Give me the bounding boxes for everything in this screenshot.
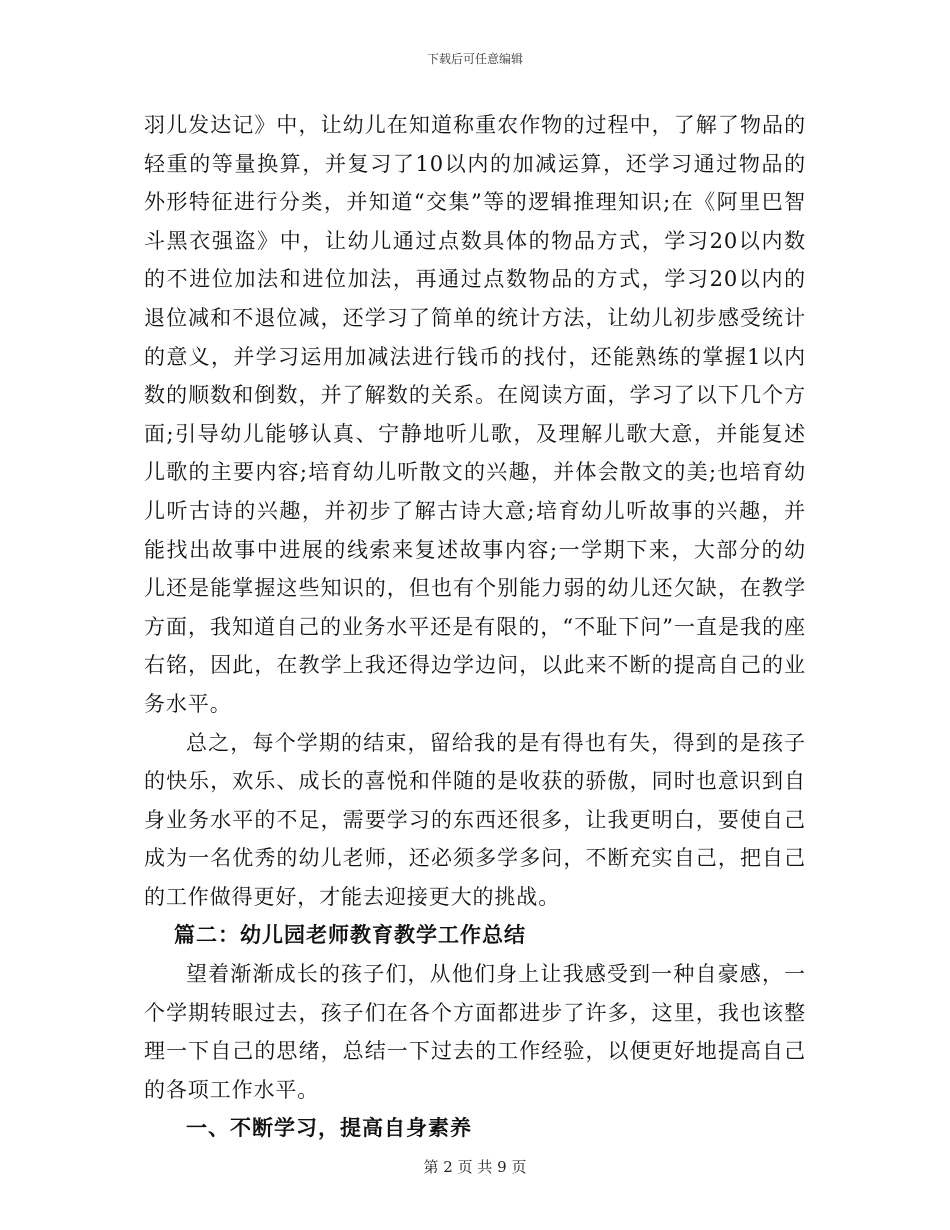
page-footer: 第 2 页 共 9 页 xyxy=(423,1158,527,1176)
page-header: 下载后可任意编辑 xyxy=(426,52,523,66)
subheading-continuous-learning: 一、不断学习，提高自身素养 xyxy=(186,1116,472,1141)
document-body xyxy=(144,106,806,1148)
paragraph-conclusion: 总之，每个学期的结束，留给我的是有得也有失，得到的是孩子的快乐，欢乐、成长的喜悦和伴随的是收获的骄傲，同时也意识到自身业务水平的不足，需要学习的东西还很多，让我更明白，要使自己成为一名优秀的幼儿老师，还必须多学多问，不断充实自己，把自己的工作做得更好，才能去迎接更大的挑战。 xyxy=(144,730,806,909)
paragraph-intro: 望着渐渐成长的孩子们，从他们身上让我感受到一种自豪感，一个学期转眼过去，孩子们在各个方面都进步了许多，这里，我也该整理一下自己的思绪，总结一下过去的工作经验，以便更好地提高自己的各项工作水平。 xyxy=(144,962,806,1102)
paragraph-arithmetic-reading: 羽儿发达记》中，让幼儿在知道称重农作物的过程中，了解了物品的轻重的等量换算，并复习了10以内的加减运算，还学习通过物品的外形特征进行分类，并知道“交集”等的逻辑推理知识;在《阿里巴智斗黑衣强盗》中，让幼儿通过点数具体的物品方式，学习20以内数的不进位加法和进位加法，再通过点数物品的方式，学习20以内的退位减和不退位减，还学习了简单的统计方法，让幼儿初步感受统计的意义，并学习运用加减法进行钱币的找付，还能熟练的掌握1以内数的顺数和倒数，并了解数的关系。在阅读方面，学习了以下几个方面;引导幼儿能够认真、宁静地听儿歌，及理解儿歌大意，并能复述儿歌的主要内容;培育幼儿听散文的兴趣，并体会散文的美;也培育幼儿听古诗的兴趣，并初步了解古诗大意;培育幼儿听故事的兴趣，并能找出故事中进展的线索来复述故事内容;一学期下来，大部分的幼儿还是能掌握这些知识的，但也有个别能力弱的幼儿还欠缺，在教学方面，我知道自己的业务水平还是有限的，“不耻下问”一直是我的座右铭，因此，在教学上我还得边学边问，以此来不断的提高自己的业务水平。 xyxy=(144,113,806,716)
section-title: 篇二：幼儿园老师教育教学工作总结 xyxy=(174,923,526,948)
